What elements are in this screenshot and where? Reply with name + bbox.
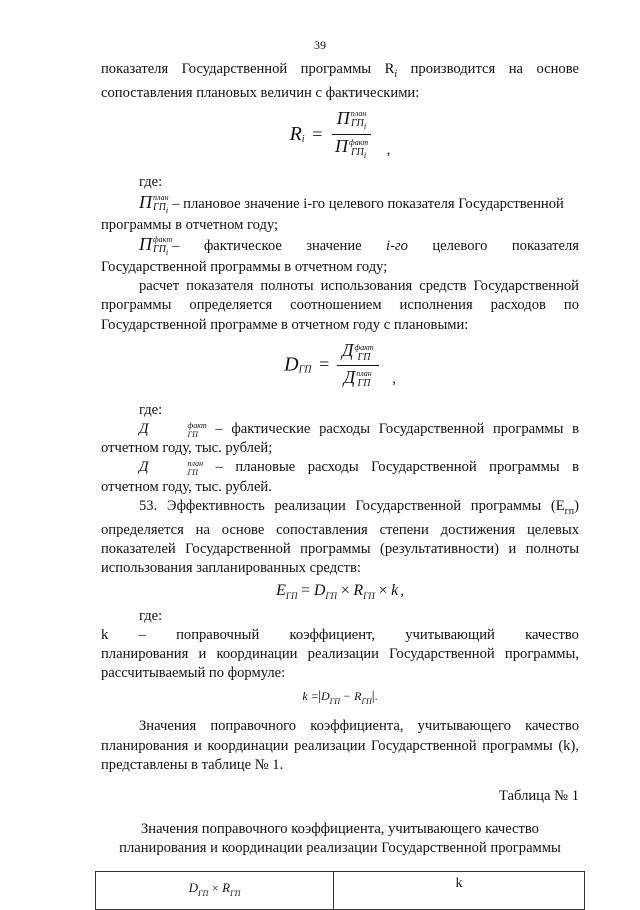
def-p-fakt-cont: Государственной программы в отчетном году; — [101, 259, 388, 276]
def-k-line: k – поправочный коэффициент, учитывающий качество — [101, 626, 579, 643]
def-d-fakt: Д факт ГП – фактические расходы Государственной программы в отчетном году, тыс. рублей; — [101, 420, 579, 457]
table-caption-line-2: планирования и координации реализации Государственной программы — [119, 840, 561, 857]
def-p-fakt: П факт $ГП_i$ – фактическое значение i-го целевого показателя — [139, 233, 580, 258]
formula-ri-fraction: П план $ГП_i$ П факт $ГП_i$ — [330, 109, 373, 160]
formula-dgp-fraction: Д факт ГП Д план ГП — [337, 341, 379, 389]
formula-ri: $R_i$ = П план $ГП_i$ П факт $ГП_i$ , — [289, 108, 391, 160]
def-p-plan-cont: программы в отчетном году; — [101, 216, 279, 233]
def-p-plan: П план $ГП_i$ – плановое значение i-го целевого показателя Государственной — [139, 191, 564, 215]
paragraph-values: Значения поправочного коэффициента, учитывающего качество планирования и координации реализации Государственной программы (k), представлены в таблице № 1. — [101, 718, 579, 773]
def-d-plan: Д план ГП – плановые расходы Государственной программы в отчетном году, тыс. рублей. — [101, 459, 579, 495]
table-header-product: $D_{ГП} \times R_{ГП}$ — [96, 871, 334, 909]
document-body — [101, 60, 579, 910]
page-number: 39 — [314, 38, 326, 52]
where-label-2: где: — [139, 401, 163, 418]
table-header-row — [96, 871, 585, 909]
table-title: Таблица № 1 — [499, 788, 579, 804]
def-k-cont: планирования и координации реализации Государственной программы, рассчитываемый по формуле: — [101, 645, 579, 682]
where-label-1: где: — [139, 174, 163, 191]
paragraph-ri-intro: показателя Государственной программы $R_i$ производится на основе сопоставления плановых величин с фактическими: — [101, 61, 579, 102]
paragraph-53: 53. Эффективность реализации Государственной программы $(E_{гп})$ определяется на основе сопоставления степени достижения целевых показателей Государственной программы (результативности) и полноты использования запланированных средств: — [101, 497, 579, 577]
where-label-3: где: — [139, 607, 163, 624]
paragraph-dgp-intro: расчет показателя полноты использования средств Государственной программы определяется соотношением исполнения расходов по Государственной программе в отчетном году с плановыми: — [101, 278, 579, 333]
formula-dgp: $D_{ГП}$ = Д факт ГП Д план ГП , — [284, 339, 396, 390]
formula-egp: $E_{ГП} = D_{ГП} \times R_{ГП} \times k$ , — [276, 581, 404, 601]
coefficient-table — [95, 871, 585, 910]
table-caption-line-1: Значения поправочного коэффициента, учитывающего качество — [141, 821, 539, 838]
table-header-k: k — [334, 871, 585, 909]
formula-k: $k =|D_{ГП} - R_{ГП}|$. — [302, 689, 378, 707]
